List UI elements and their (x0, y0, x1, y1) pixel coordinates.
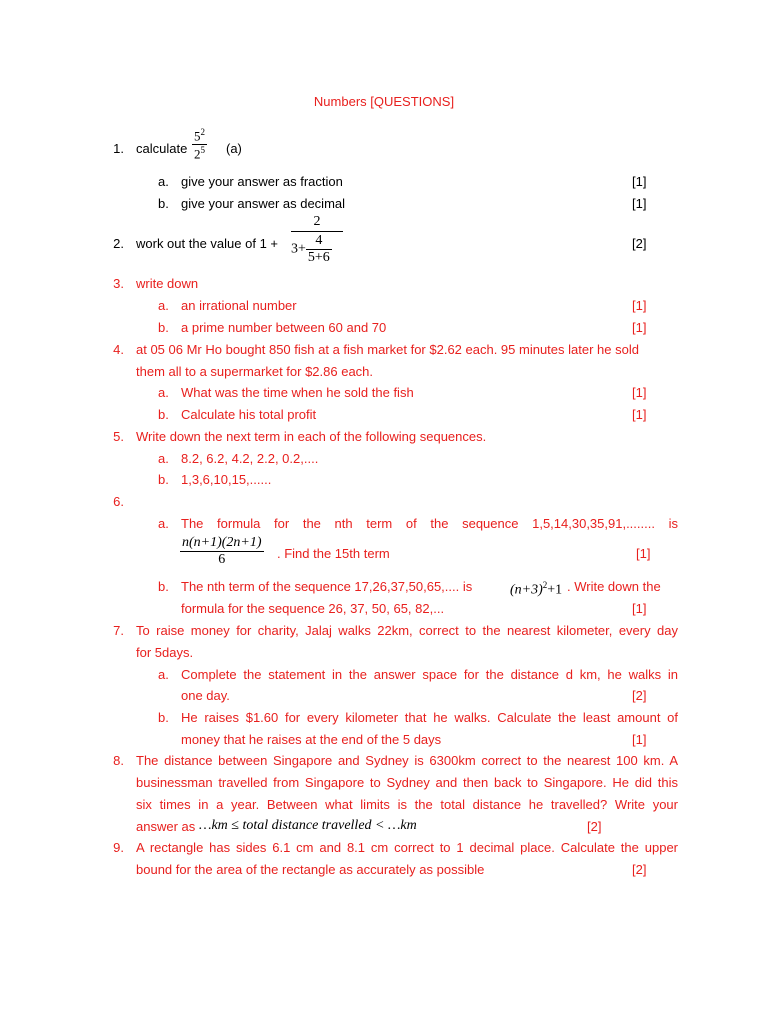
denominator-base: 2 (194, 146, 201, 162)
question-text: calculate (136, 141, 188, 156)
sub-text: one day. (181, 688, 230, 703)
sub-text: The nth term of the sequence 17,26,37,50,65,.... is (181, 579, 473, 594)
formula-numerator: n(n+1)(2n+1) (182, 535, 262, 550)
question-text: work out the value of 1 + (136, 236, 279, 251)
sub-text: Complete the statement in the answer space for the distance d km, he walks in (181, 667, 678, 682)
sub-label: a. (158, 516, 169, 531)
question-number: 6. (113, 494, 124, 509)
inner-numerator: 4 (315, 233, 323, 248)
question-text: answer as (136, 819, 196, 834)
question-number: 4. (113, 342, 124, 357)
formula-fraction (180, 535, 264, 568)
question-number: 1. (113, 141, 124, 156)
question-number: 9. (113, 840, 124, 855)
sub-label: b. (158, 472, 169, 487)
question-text: write down (136, 276, 199, 291)
sub-text: an irrational number (181, 298, 297, 313)
sub-label: a. (158, 385, 169, 400)
numerator-base: 5 (194, 128, 201, 144)
question-text: them all to a supermarket for $2.86 each. (136, 364, 374, 379)
marks: [1] (632, 320, 647, 335)
formula-base: (n+3) (510, 582, 543, 598)
sub-label: b. (158, 710, 169, 725)
fraction (192, 127, 207, 163)
sub-text: give your answer as fraction (181, 174, 343, 189)
question-number: 7. (113, 623, 124, 638)
outer-numerator: 2 (313, 214, 321, 229)
denominator-exponent: 5 (200, 145, 205, 156)
sub-label: b. (158, 407, 169, 422)
marks: [2] (632, 236, 647, 251)
question-text: A rectangle has sides 6.1 cm and 8.1 cm correct to 1 decimal place. Calculate the upper (136, 840, 678, 855)
formula (510, 577, 562, 599)
marks: [1] (632, 174, 647, 189)
question-number: 8. (113, 753, 124, 768)
question-text: businessman travelled from Singapore to Sydney and then back to Singapore. He did this (136, 775, 678, 790)
sub-text: What was the time when he sold the fish (181, 385, 414, 400)
formula-tail: +1 (547, 582, 563, 598)
sub-text: a prime number between 60 and 70 (181, 320, 387, 335)
sub-text: formula for the sequence 26, 37, 50, 65, 82,... (181, 601, 445, 616)
page-title: Numbers [QUESTIONS] (313, 94, 455, 109)
question-text: six times in a year. Between what limits is the total distance he travelled? Write your (136, 797, 678, 812)
numerator-exponent: 2 (200, 127, 205, 137)
question-text: at 05 06 Mr Ho bought 850 fish at a fish market for $2.62 each. 95 minutes later he sold (136, 342, 639, 357)
sub-text: 8.2, 6.2, 4.2, 2.2, 0.2,.... (181, 451, 319, 466)
question-text: Write down the next term in each of the following sequences. (136, 429, 487, 444)
marks: [1] (632, 407, 647, 422)
sub-text: . Find the 15th term (277, 546, 390, 561)
sub-label: b. (158, 196, 169, 211)
sub-label: a. (158, 298, 169, 313)
question-number: 2. (113, 236, 124, 251)
marks: [2] (632, 862, 647, 877)
sub-text: 1,3,6,10,15,...... (181, 472, 272, 487)
sub-text: He raises $1.60 for every kilometer that he walks. Calculate the least amount of (181, 710, 678, 725)
marks: [1] (636, 546, 651, 561)
sub-label: a. (158, 667, 169, 682)
inner-prefix: 3+ (291, 241, 306, 257)
sub-label: b. (158, 320, 169, 335)
sub-text: Calculate his total profit (181, 407, 317, 422)
sub-text: money that he raises at the end of the 5 days (181, 732, 442, 747)
inner-denominator: 5+6 (307, 250, 330, 265)
marks: [1] (632, 196, 647, 211)
marks: [2] (587, 819, 602, 834)
marks: [1] (632, 601, 647, 616)
question-tag: (a) (226, 141, 242, 156)
formula-denominator: 6 (180, 551, 264, 568)
question-number: 3. (113, 276, 124, 291)
inequality: …km ≤ total distance travelled < …km (199, 818, 417, 833)
sub-label: a. (158, 174, 169, 189)
sub-label: b. (158, 579, 169, 594)
marks: [1] (632, 732, 647, 747)
question-text: for 5days. (136, 645, 194, 660)
sub-text: The formula for the nth term of the sequence 1,5,14,30,35,91,........ is (181, 516, 678, 531)
continued-fraction (291, 213, 343, 266)
marks: [2] (632, 688, 647, 703)
formula-exponent: 2 (542, 580, 548, 590)
sub-label: a. (158, 451, 169, 466)
question-number: 5. (113, 429, 124, 444)
question-text: To raise money for charity, Jalaj walks 22km, correct to the nearest kilometer, every day (136, 623, 678, 638)
question-text: The distance between Singapore and Sydney is 6300km correct to the nearest 100 km. A (136, 753, 678, 768)
sub-text: . Write down the (567, 579, 661, 594)
marks: [1] (632, 298, 647, 313)
question-text: bound for the area of the rectangle as accurately as possible (136, 862, 485, 877)
sub-text: give your answer as decimal (181, 196, 346, 211)
marks: [1] (632, 385, 647, 400)
